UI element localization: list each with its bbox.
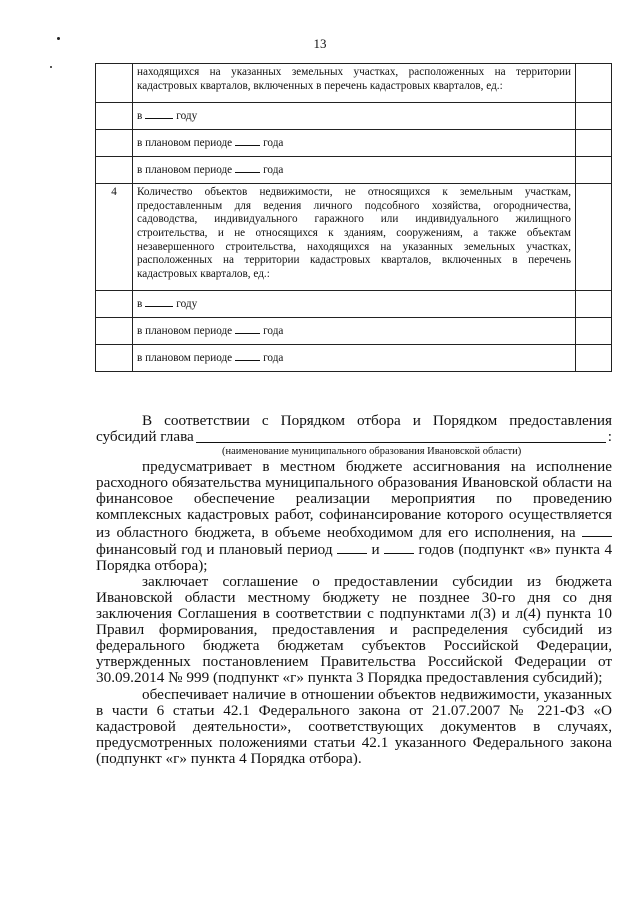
indicators-table — [95, 63, 612, 372]
paragraph-budget — [96, 459, 612, 574]
table-row — [96, 103, 612, 130]
period-label: в плановом периоде — [137, 325, 233, 338]
row-number — [96, 130, 133, 157]
row-text — [133, 103, 576, 130]
intro-line: В соответствии с Порядком отбора и Порядком предоставления — [142, 412, 612, 429]
page-number: 13 — [313, 36, 327, 51]
municipality-name-field[interactable] — [196, 430, 606, 443]
p1-c: и — [371, 540, 380, 558]
period-label: в плановом периоде — [137, 137, 233, 150]
period-suffix: года — [263, 137, 284, 150]
table-row — [96, 291, 612, 318]
row-number — [96, 157, 133, 184]
table-row — [96, 318, 612, 345]
period-label: в плановом периоде — [137, 164, 233, 177]
row-number — [96, 345, 133, 372]
table-row — [96, 64, 612, 103]
row-text — [133, 318, 576, 345]
value-cell[interactable] — [576, 184, 612, 291]
period-suffix: году — [176, 110, 198, 123]
period-label: в — [137, 298, 143, 311]
row-text — [133, 157, 576, 184]
row-number: 4 — [96, 184, 133, 291]
row-text — [133, 345, 576, 372]
value-cell[interactable] — [576, 103, 612, 130]
p1-a: предусматривает в местном бюджете ассигнования на исполнение расходного обязательства муниципального образования Ивановской области на финансовое обеспечение реализации мероприятия по проведению комплексных кадастровых работ, софинансирование которого осуществляется из областного бюджета, в объеме необходимом для его исполнения, на — [96, 458, 612, 541]
table-row — [96, 130, 612, 157]
glava-prefix: субсидий глава — [96, 428, 194, 446]
paragraph-agreement: заключает соглашение о предоставлении субсидии из бюджета Ивановской области местному бюджету не позднее 30-го дня со дня заключения Соглашения в соответствии с подпунктами л(3) и л(4) пункта 10 Правил формирования, предоставления и распределения субсидий из федерального бюджета бюджетам субъектов Российской Федерации, утвержденных постановлением Правительства Российской Федерации от 30.09.2014 № 999 (подпункт «г» пункта 3 Порядка предоставления субсидий); — [96, 572, 612, 687]
year-blank-field[interactable] — [235, 323, 260, 334]
paragraph-documents: обеспечивает наличие в отношении объектов недвижимости, указанных в части 6 статьи 42.1 Федерального закона от 21.07.2007 № 221-ФЗ «О кадастровой деятельности», соответствующих документов в случаях, предусмотренных положениями статьи 42.1 указанного Федерального закона (подпункт «г» пункта 4 Порядка отбора). — [96, 685, 612, 767]
row-text — [133, 291, 576, 318]
year-blank-field[interactable] — [145, 108, 173, 119]
scan-speck — [50, 66, 52, 68]
row-number — [96, 291, 133, 318]
plan-year-1-field[interactable] — [337, 541, 367, 554]
value-cell[interactable] — [576, 345, 612, 372]
glava-line — [96, 429, 612, 445]
p1-d: годов (подпункт «в» пункта 4 Порядка отбора); — [96, 540, 613, 574]
table-row — [96, 184, 612, 291]
period-label: в — [137, 110, 143, 123]
value-cell[interactable] — [576, 130, 612, 157]
table-row — [96, 157, 612, 184]
glava-suffix: : — [607, 428, 612, 446]
year-blank-field[interactable] — [145, 296, 173, 307]
period-suffix: года — [263, 352, 284, 365]
value-cell[interactable] — [576, 318, 612, 345]
p1-b: финансовый год и плановый период — [96, 540, 333, 558]
plan-year-2-field[interactable] — [384, 541, 414, 554]
period-suffix: года — [263, 164, 284, 177]
row-number — [96, 103, 133, 130]
row-text — [133, 130, 576, 157]
value-cell[interactable] — [576, 64, 612, 103]
value-cell[interactable] — [576, 291, 612, 318]
period-suffix: году — [176, 298, 198, 311]
period-suffix: года — [263, 325, 284, 338]
value-cell[interactable] — [576, 157, 612, 184]
table-row — [96, 345, 612, 372]
fiscal-year-field[interactable] — [582, 524, 612, 537]
year-blank-field[interactable] — [235, 135, 260, 146]
row-number — [96, 318, 133, 345]
body-text — [96, 413, 612, 767]
row-text: Количество объектов недвижимости, не относящихся к земельным участкам, предоставленным для ведения личного подсобного хозяйства, огородничества, садоводства, индивидуального гаражного или индивидуального жилищного строительства, и не относящихся к зданиям, сооружениям, а также объектам незавершенного строительства, находящихся на указанных земельных участках, расположенных на территории кадастровых кварталов, включенных в перечень кадастровых кварталов, ед.: — [133, 184, 576, 291]
row-text: находящихся на указанных земельных участках, расположенных на территории кадастровых кварталов, включенных в перечень кадастровых кварталов, ед.: — [133, 64, 576, 103]
row-number — [96, 64, 133, 103]
year-blank-field[interactable] — [235, 162, 260, 173]
year-blank-field[interactable] — [235, 350, 260, 361]
period-label: в плановом периоде — [137, 352, 233, 365]
municipality-caption: (наименование муниципального образования Ивановской области) — [222, 446, 522, 458]
